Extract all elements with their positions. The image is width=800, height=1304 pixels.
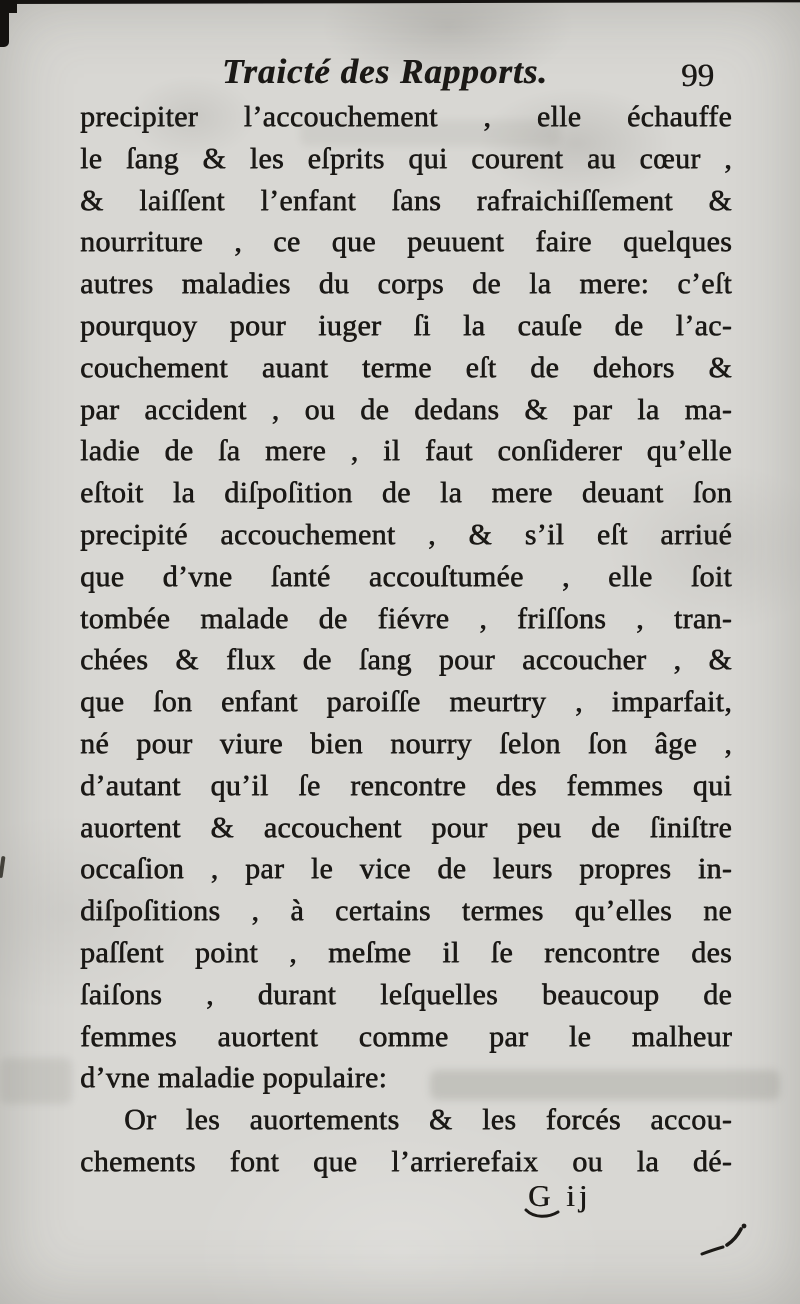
page-number: 99 [681, 58, 714, 94]
text-line: diſpoſitions , à certains termes qu’elles ne [80, 894, 732, 928]
text-line: pourquoy pour iuger ſi la cauſe de l’ac- [80, 308, 732, 342]
text-line: le ſang & les eſprits qui courent au cœur , [80, 141, 732, 175]
bleed-through-smudge [0, 1058, 72, 1104]
signature-mark: G ij [528, 1178, 592, 1213]
text-line: precipiter l’accouchement , elle échauffe [80, 100, 732, 133]
text-line: par accident , ou de dedans & par la ma- [80, 392, 732, 426]
text-line: ſaiſons , durant leſquelles beaucoup de [80, 977, 732, 1011]
text-line: Or les auortements & les forcés accou- [124, 1103, 732, 1137]
text-line: ladie de ſa mere , il faut conſiderer qu’elle [80, 434, 732, 468]
text-line: d’vne maladie populaire: [80, 1061, 388, 1095]
text-line: chements font que l’arrierefaix ou la dé- [80, 1144, 732, 1178]
text-line: auortent & accouchent pour peu de ſiniſtre [80, 810, 732, 844]
text-line: d’autant qu’il ſe rencontre des femmes qui [80, 768, 732, 802]
text-line: que ſon enfant paroiſſe meurtry , imparfait, [80, 685, 732, 719]
text-line: nourriture , ce que peuuent faire quelques [80, 225, 732, 259]
text-line: né pour viure bien nourry ſelon ſon âge , [80, 726, 732, 760]
text-line: precipité accouchement , & s’il eſt arriué [80, 517, 732, 551]
text-line: couchement auant terme eſt de dehors & [80, 350, 732, 384]
left-edge-ink-mark [0, 0, 9, 47]
text-line: femmes auortent comme par le malheur [80, 1019, 732, 1053]
text-line: eſtoit la diſpoſition de la mere deuant ſon [80, 476, 732, 510]
text-line: paſſent point , meſme il ſe rencontre des [80, 935, 732, 969]
text-line: que d’vne ſanté accouſtumée , elle ſoit [80, 559, 732, 593]
text-line: occaſion , par le vice de leurs propres in- [80, 852, 732, 886]
text-line: chées & flux de ſang pour accoucher , & [80, 643, 732, 677]
text-line: tombée malade de fiévre , friſſons , tran- [80, 601, 732, 635]
left-margin-ink-dash [0, 856, 6, 878]
text-line: & laiſſent l’enfant ſans rafraichiſſement & [80, 183, 732, 217]
signature-swash-mark [524, 1206, 568, 1220]
ink-squiggle-mark [700, 1222, 752, 1262]
running-header [80, 52, 732, 98]
text-line: autres maladies du corps de la mere: c’eſt [80, 267, 732, 301]
body-text [80, 96, 732, 1183]
top-edge-scan-line [0, 0, 800, 4]
header-title: Traicté des Rapports. [222, 52, 548, 91]
